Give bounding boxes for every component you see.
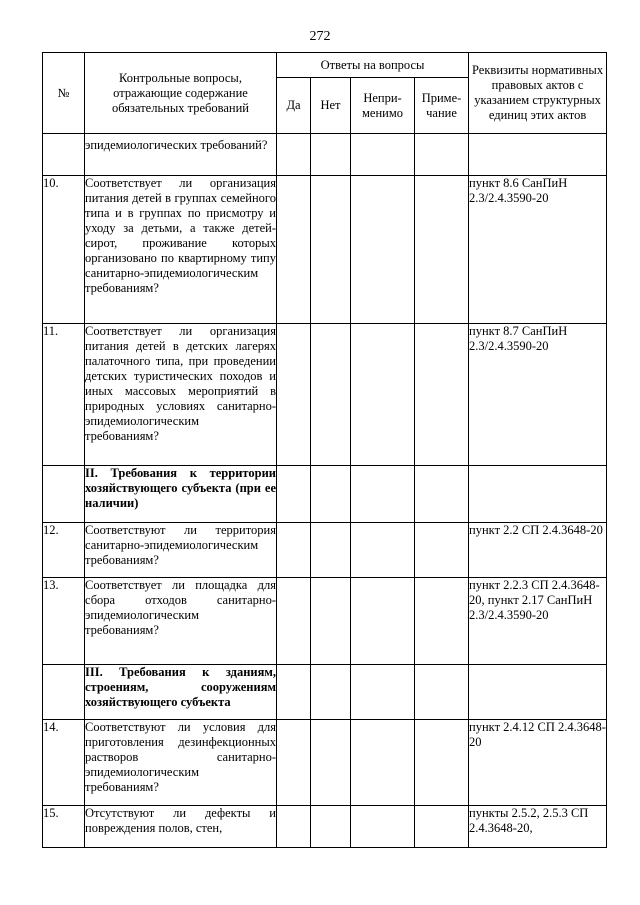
table-row bbox=[43, 806, 607, 848]
row-question: Соответствуют ли территория санитарно-эпидемиологическим требованиям? bbox=[85, 523, 277, 578]
section-row bbox=[43, 665, 607, 720]
table-row bbox=[43, 578, 607, 665]
row-requisites bbox=[469, 134, 607, 176]
header-num: № bbox=[43, 53, 85, 134]
header-answers: Ответы на вопросы bbox=[277, 53, 469, 78]
row-number: 15. bbox=[43, 806, 85, 848]
header-requisites: Реквизиты нормативных правовых актов с указанием структурных единиц этих актов bbox=[469, 53, 607, 134]
row-requisites bbox=[469, 665, 607, 720]
row-question: Отсутствуют ли дефекты и повреждения полов, стен, bbox=[85, 806, 277, 848]
row-requisites: пункты 2.5.2, 2.5.3 СП 2.4.3648-20, bbox=[469, 806, 607, 848]
row-number: 14. bbox=[43, 720, 85, 806]
table-row bbox=[43, 523, 607, 578]
row-question: Соответствует ли организация питания детей в детских лагерях палаточного типа, при проведении детских туристических походов и иных массовых мероприятий в природных условиях санитарно-эпидемиологическим требованиям? bbox=[85, 324, 277, 466]
row-requisites: пункт 8.7 СанПиН 2.3/2.4.3590-20 bbox=[469, 324, 607, 466]
table-row bbox=[43, 720, 607, 806]
row-requisites: пункт 8.6 СанПиН 2.3/2.4.3590-20 bbox=[469, 176, 607, 324]
checklist-table bbox=[42, 52, 607, 848]
row-question: Соответствует ли организация питания детей в группах семейного типа и в группах по присмотру и уходу за детьми, а также детей-сирот, проживание которых организовано по квартирному типу санитарно-эпидемиологическим требованиям? bbox=[85, 176, 277, 324]
header-not-applicable: Непри-менимо bbox=[351, 78, 415, 134]
section-heading: II. Требования к территории хозяйствующего субъекта (при ее наличии) bbox=[85, 466, 277, 523]
section-row bbox=[43, 466, 607, 523]
row-number: 12. bbox=[43, 523, 85, 578]
row-number: 13. bbox=[43, 578, 85, 665]
header-no: Нет bbox=[311, 78, 351, 134]
row-question: эпидемиологических требований? bbox=[85, 134, 277, 176]
row-requisites: пункт 2.2.3 СП 2.4.3648-20, пункт 2.17 СанПиН 2.3/2.4.3590-20 bbox=[469, 578, 607, 665]
row-number bbox=[43, 134, 85, 176]
row-number: 10. bbox=[43, 176, 85, 324]
row-requisites: пункт 2.2 СП 2.4.3648-20 bbox=[469, 523, 607, 578]
table-row bbox=[43, 324, 607, 466]
row-requisites bbox=[469, 466, 607, 523]
row-number: 11. bbox=[43, 324, 85, 466]
row-question: Соответствует ли площадка для сбора отходов санитарно-эпидемиологическим требованиям? bbox=[85, 578, 277, 665]
header-note: Приме-чание bbox=[415, 78, 469, 134]
row-number bbox=[43, 665, 85, 720]
table-row bbox=[43, 176, 607, 324]
row-question: Соответствуют ли условия для приготовления дезинфекционных растворов санитарно-эпидемиологическим требованиям? bbox=[85, 720, 277, 806]
row-requisites: пункт 2.4.12 СП 2.4.3648-20 bbox=[469, 720, 607, 806]
page-number: 272 bbox=[309, 29, 331, 44]
table-row bbox=[43, 134, 607, 176]
section-heading: III. Требования к зданиям, строениям, сооружениям хозяйствующего субъекта bbox=[85, 665, 277, 720]
header-questions: Контрольные вопросы, отражающие содержание обязательных требований bbox=[85, 53, 277, 134]
row-number bbox=[43, 466, 85, 523]
header-yes: Да bbox=[277, 78, 311, 134]
